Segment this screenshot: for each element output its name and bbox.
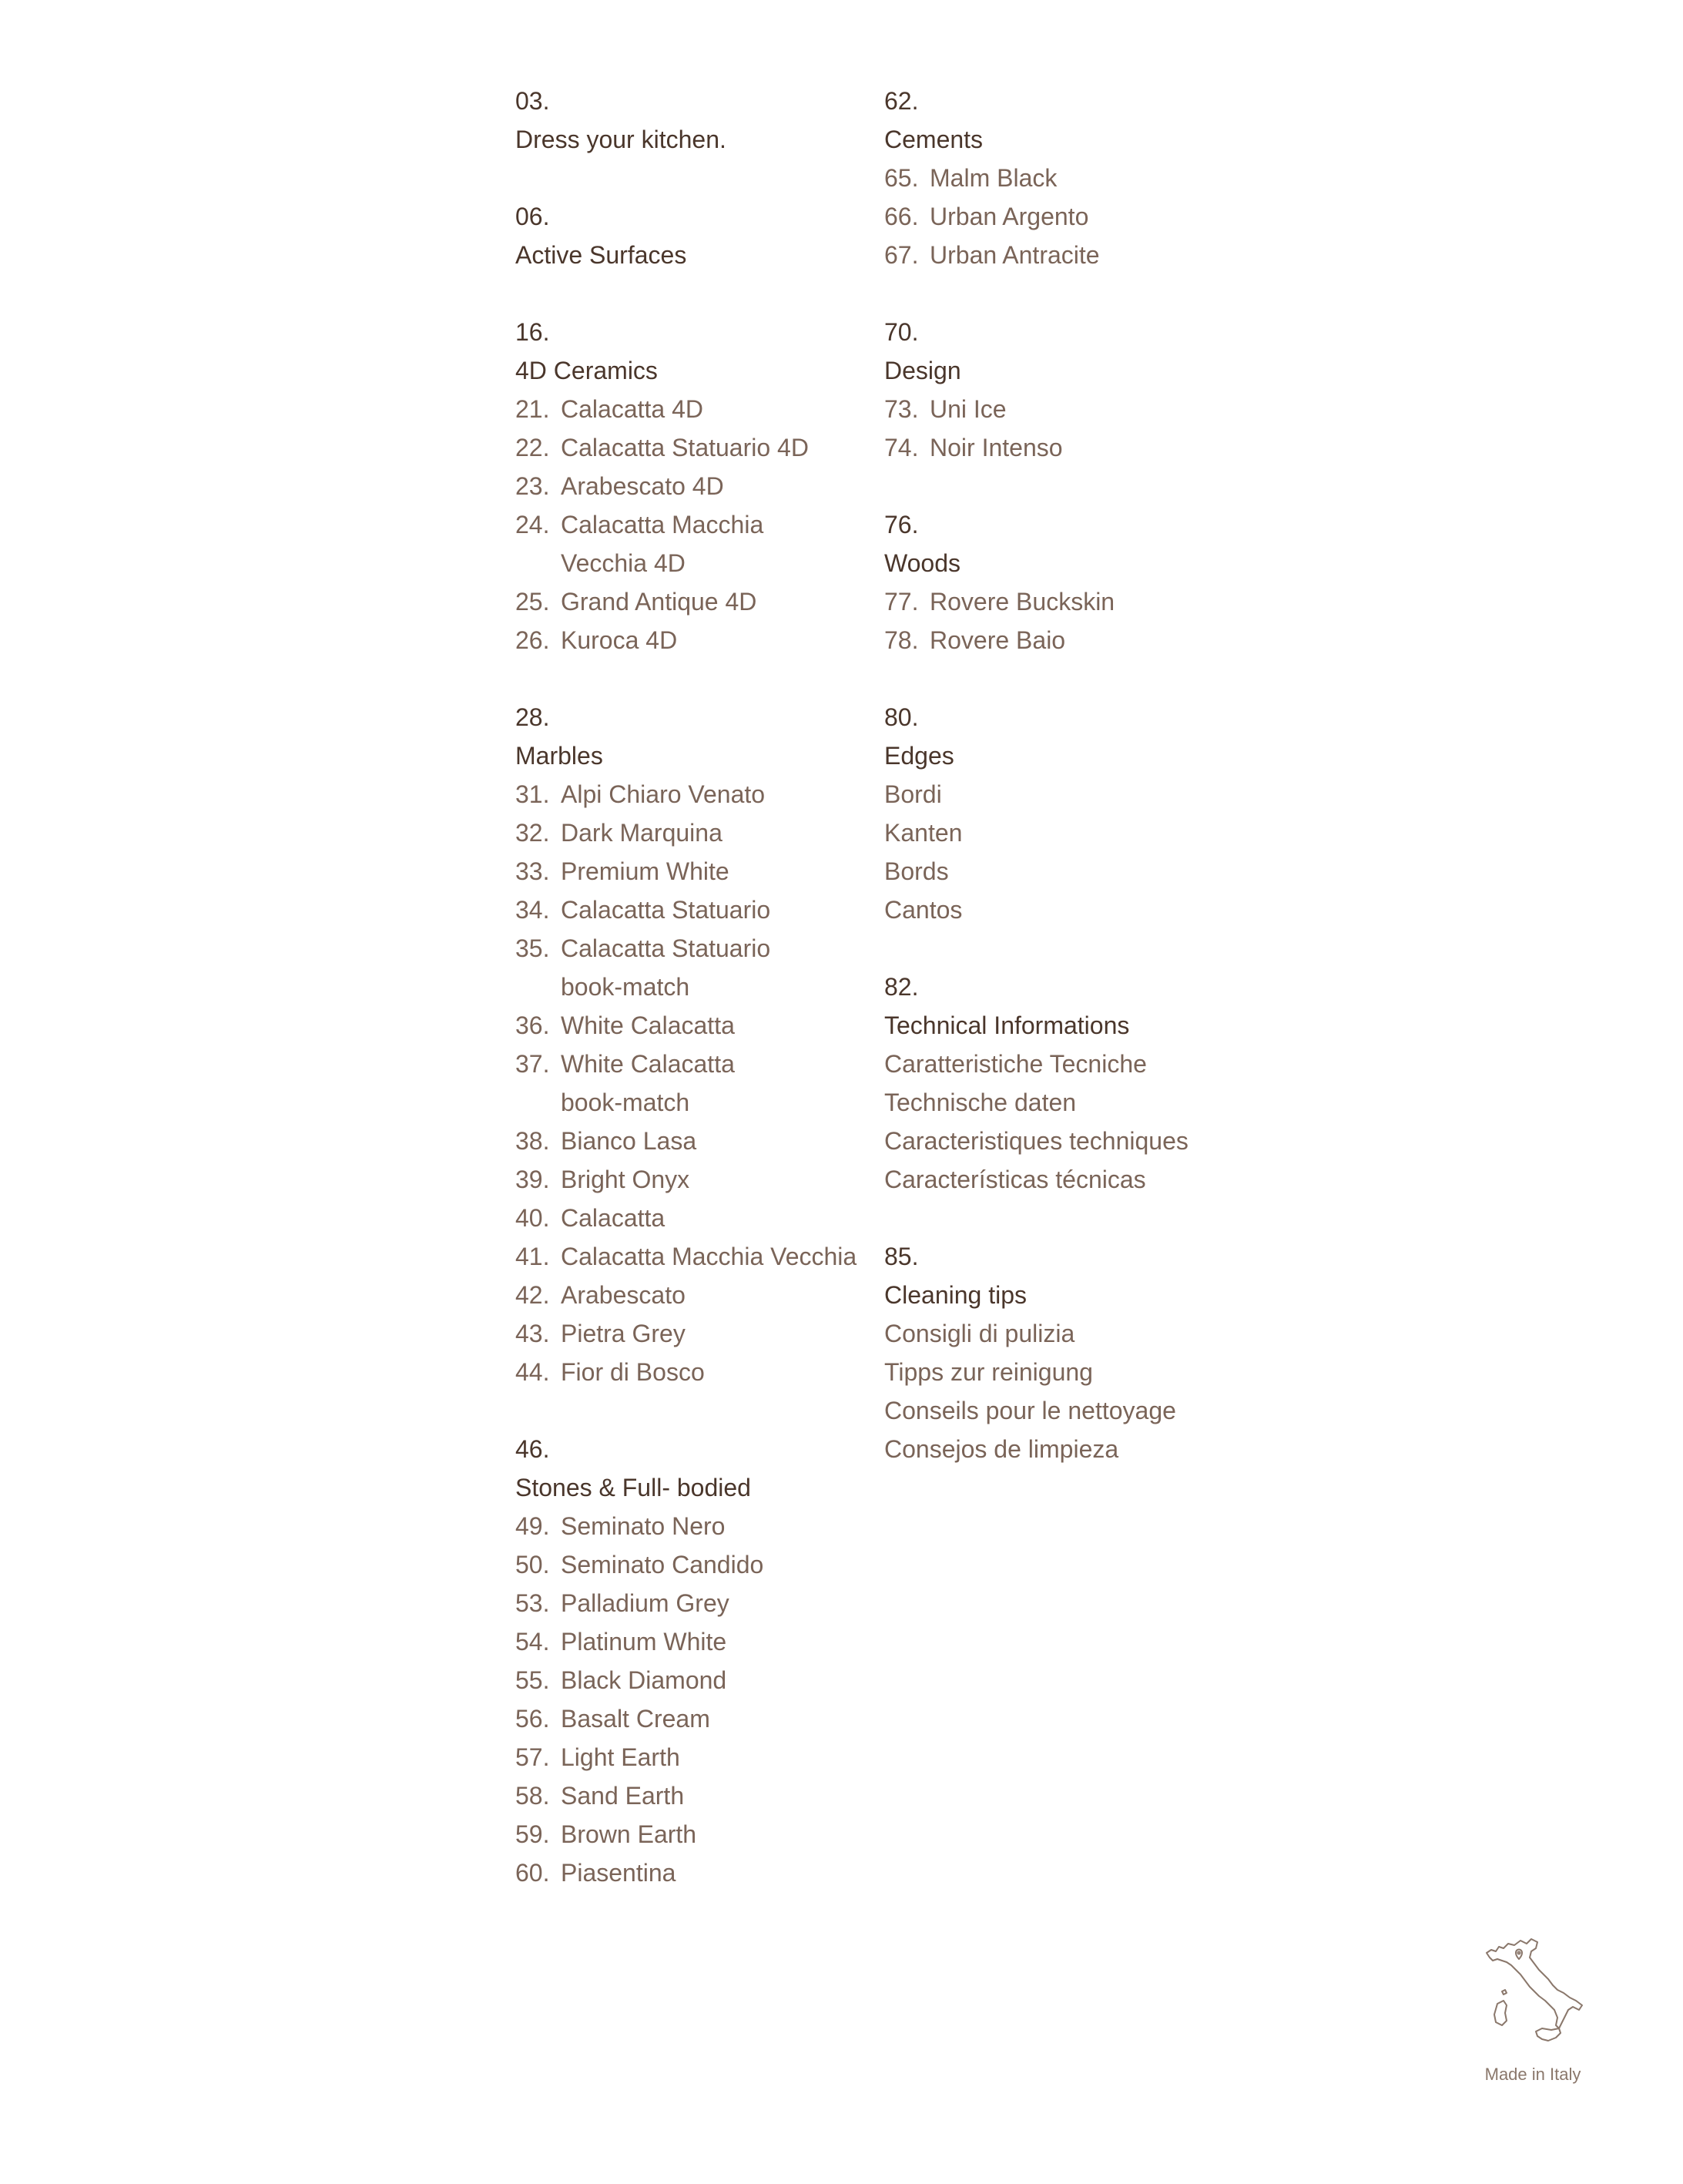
entry-page-number: 58. — [515, 1782, 550, 1810]
toc-entry — [515, 621, 870, 659]
entry-title: Urban Argento — [930, 203, 1089, 230]
entry-title: Malm Black — [930, 164, 1058, 192]
entry-page-number: 41. — [515, 1243, 550, 1270]
entry-page-number: 32. — [515, 819, 550, 847]
entry-page-number: 33. — [515, 857, 550, 885]
entry-title: Seminato Candido — [561, 1551, 764, 1578]
toc-entry — [515, 1314, 870, 1353]
toc-subentry: Consigli di pulizia — [884, 1320, 1075, 1347]
entry-page-number: 54. — [515, 1628, 550, 1656]
entry-title: Alpi Chiaro Venato — [561, 780, 766, 808]
section-number: 70. — [884, 318, 919, 346]
entry-page-number: 66. — [884, 203, 919, 230]
toc-entry — [515, 1045, 870, 1083]
entry-page-number: 24. — [515, 511, 550, 538]
toc-entry — [515, 1353, 870, 1391]
toc-entry — [884, 621, 1285, 659]
entry-page-number: 67. — [884, 241, 919, 269]
section-title: Stones & Full- bodied — [515, 1474, 751, 1501]
toc-subentry: Cantos — [884, 896, 963, 924]
section-number: 03. — [515, 87, 550, 115]
entry-page-number: 21. — [515, 395, 550, 423]
toc-entry — [884, 390, 1285, 428]
entry-page-number: 42. — [515, 1281, 550, 1309]
entry-page-number: 50. — [515, 1551, 550, 1578]
entry-page-number: 43. — [515, 1320, 550, 1347]
entry-title: Bright Onyx — [561, 1166, 690, 1193]
toc-entry — [515, 1584, 870, 1622]
entry-page-number: 78. — [884, 626, 919, 654]
entry-page-number: 55. — [515, 1666, 550, 1694]
entry-page-number: 60. — [515, 1859, 550, 1887]
section-number: 82. — [884, 973, 919, 1001]
toc-entry — [515, 390, 870, 428]
entry-title: Bianco Lasa — [561, 1127, 697, 1155]
section-title: Design — [884, 357, 961, 384]
entry-title: Platinum White — [561, 1628, 727, 1656]
entry-title: Arabescato — [561, 1281, 686, 1309]
section-number: 85. — [884, 1243, 919, 1270]
toc-entry — [884, 197, 1285, 236]
section-title: Technical Informations — [884, 1011, 1130, 1039]
entry-title: Noir Intenso — [930, 434, 1063, 461]
toc-subentry: Características técnicas — [884, 1166, 1146, 1193]
entry-title: Sand Earth — [561, 1782, 685, 1810]
entry-title-continued: Vecchia 4D — [561, 549, 686, 577]
section-number: 06. — [515, 203, 550, 230]
toc-entry — [515, 1276, 870, 1314]
toc-entry — [515, 852, 870, 891]
toc-entry — [515, 1199, 870, 1237]
entry-title: Dark Marquina — [561, 819, 722, 847]
toc-entry — [515, 1507, 870, 1545]
toc-right-column — [884, 82, 1285, 1507]
entry-title: Urban Antracite — [930, 241, 1100, 269]
toc-entry — [515, 929, 870, 968]
entry-title: Rovere Baio — [930, 626, 1066, 654]
toc-section — [515, 1430, 870, 1892]
section-title: Cements — [884, 126, 984, 153]
toc-entry — [515, 1661, 870, 1699]
toc-entry — [515, 428, 870, 467]
entry-title: White Calacatta — [561, 1011, 735, 1039]
toc-section — [515, 698, 870, 1391]
entry-page-number: 77. — [884, 588, 919, 616]
toc-entry — [515, 1699, 870, 1738]
entry-page-number: 39. — [515, 1166, 550, 1193]
italy-map-icon — [1480, 1930, 1588, 2061]
entry-title: Calacatta Macchia — [561, 511, 764, 538]
entry-title: Fior di Bosco — [561, 1358, 705, 1386]
entry-title: Light Earth — [561, 1743, 680, 1771]
entry-title: Calacatta 4D — [561, 395, 703, 423]
toc-entry — [884, 236, 1285, 274]
entry-page-number: 31. — [515, 780, 550, 808]
toc-subentry: Tipps zur reinigung — [884, 1358, 1093, 1386]
entry-title: Brown Earth — [561, 1820, 697, 1848]
entry-page-number: 56. — [515, 1705, 550, 1733]
toc-section — [884, 82, 1285, 274]
entry-page-number: 38. — [515, 1127, 550, 1155]
section-number: 28. — [515, 703, 550, 731]
entry-page-number: 37. — [515, 1050, 550, 1078]
section-title: 4D Ceramics — [515, 357, 658, 384]
toc-entry — [515, 1815, 870, 1854]
toc-section — [515, 313, 870, 659]
toc-entry — [515, 1160, 870, 1199]
toc-entry — [515, 467, 870, 505]
entry-title: Grand Antique 4D — [561, 588, 757, 616]
toc-section — [515, 82, 870, 159]
entry-page-number: 35. — [515, 934, 550, 962]
entry-title: Palladium Grey — [561, 1589, 729, 1617]
entry-page-number: 23. — [515, 472, 550, 500]
toc-entry — [515, 1545, 870, 1584]
entry-page-number: 44. — [515, 1358, 550, 1386]
toc-section — [884, 968, 1285, 1199]
entry-title: Calacatta Statuario 4D — [561, 434, 809, 461]
toc-entry — [884, 159, 1285, 197]
section-title: Active Surfaces — [515, 241, 687, 269]
toc-entry — [515, 1122, 870, 1160]
entry-title: Arabescato 4D — [561, 472, 724, 500]
toc-subentry: Bords — [884, 857, 949, 885]
toc-subentry: Caracteristiques techniques — [884, 1127, 1188, 1155]
toc-subentry: Consejos de limpieza — [884, 1435, 1119, 1463]
entry-title: Calacatta — [561, 1204, 665, 1232]
toc-entry — [515, 891, 870, 929]
toc-entry — [515, 1854, 870, 1892]
section-title: Cleaning tips — [884, 1281, 1027, 1309]
entry-title: Piasentina — [561, 1859, 676, 1887]
section-number: 80. — [884, 703, 919, 731]
section-number: 46. — [515, 1435, 550, 1463]
toc-section — [884, 505, 1285, 659]
entry-title-continued: book-match — [561, 1089, 690, 1116]
entry-page-number: 73. — [884, 395, 919, 423]
toc-subentry: Kanten — [884, 819, 963, 847]
toc-subentry: Caratteristiche Tecniche — [884, 1050, 1147, 1078]
toc-entry — [515, 814, 870, 852]
entry-page-number: 25. — [515, 588, 550, 616]
made-in-italy-badge — [1471, 1930, 1594, 2099]
entry-title: Premium White — [561, 857, 729, 885]
entry-title: Basalt Cream — [561, 1705, 710, 1733]
toc-section — [884, 1237, 1285, 1468]
toc-entry — [884, 428, 1285, 467]
toc-subentry: Bordi — [884, 780, 942, 808]
toc-subentry: Technische daten — [884, 1089, 1077, 1116]
entry-title: Calacatta Statuario — [561, 896, 771, 924]
toc-section — [884, 698, 1285, 929]
entry-page-number: 59. — [515, 1820, 550, 1848]
section-title: Woods — [884, 549, 961, 577]
entry-page-number: 34. — [515, 896, 550, 924]
section-title: Edges — [884, 742, 954, 770]
entry-page-number: 74. — [884, 434, 919, 461]
entry-title: Black Diamond — [561, 1666, 727, 1694]
entry-page-number: 49. — [515, 1512, 550, 1540]
toc-section — [884, 313, 1285, 467]
entry-page-number: 36. — [515, 1011, 550, 1039]
entry-title: Rovere Buckskin — [930, 588, 1115, 616]
entry-title: Pietra Grey — [561, 1320, 686, 1347]
section-number: 76. — [884, 511, 919, 538]
toc-entry — [515, 1006, 870, 1045]
entry-title: Seminato Nero — [561, 1512, 726, 1540]
entry-title: Kuroca 4D — [561, 626, 678, 654]
entry-title: Calacatta Statuario — [561, 934, 771, 962]
toc-section — [515, 197, 870, 274]
toc-entry — [884, 582, 1285, 621]
toc-entry — [515, 1776, 870, 1815]
section-number: 16. — [515, 318, 550, 346]
toc-entry — [515, 775, 870, 814]
entry-page-number: 53. — [515, 1589, 550, 1617]
entry-page-number: 57. — [515, 1743, 550, 1771]
toc-subentry: Conseils pour le nettoyage — [884, 1397, 1176, 1424]
toc-entry — [515, 1738, 870, 1776]
entry-page-number: 26. — [515, 626, 550, 654]
section-number: 62. — [884, 87, 919, 115]
section-title: Dress your kitchen. — [515, 126, 726, 153]
toc-entry — [515, 1622, 870, 1661]
toc-entry — [515, 1237, 870, 1276]
entry-title: White Calacatta — [561, 1050, 735, 1078]
toc-entry — [515, 582, 870, 621]
section-title: Marbles — [515, 742, 603, 770]
toc-left-column — [515, 82, 870, 1931]
entry-page-number: 65. — [884, 164, 919, 192]
entry-title: Uni Ice — [930, 395, 1007, 423]
entry-page-number: 22. — [515, 434, 550, 461]
toc-entry — [515, 505, 870, 544]
entry-page-number: 40. — [515, 1204, 550, 1232]
entry-title: Calacatta Macchia Vecchia — [561, 1243, 857, 1270]
made-in-italy-label: Made in Italy — [1484, 2065, 1581, 2084]
entry-title-continued: book-match — [561, 973, 690, 1001]
